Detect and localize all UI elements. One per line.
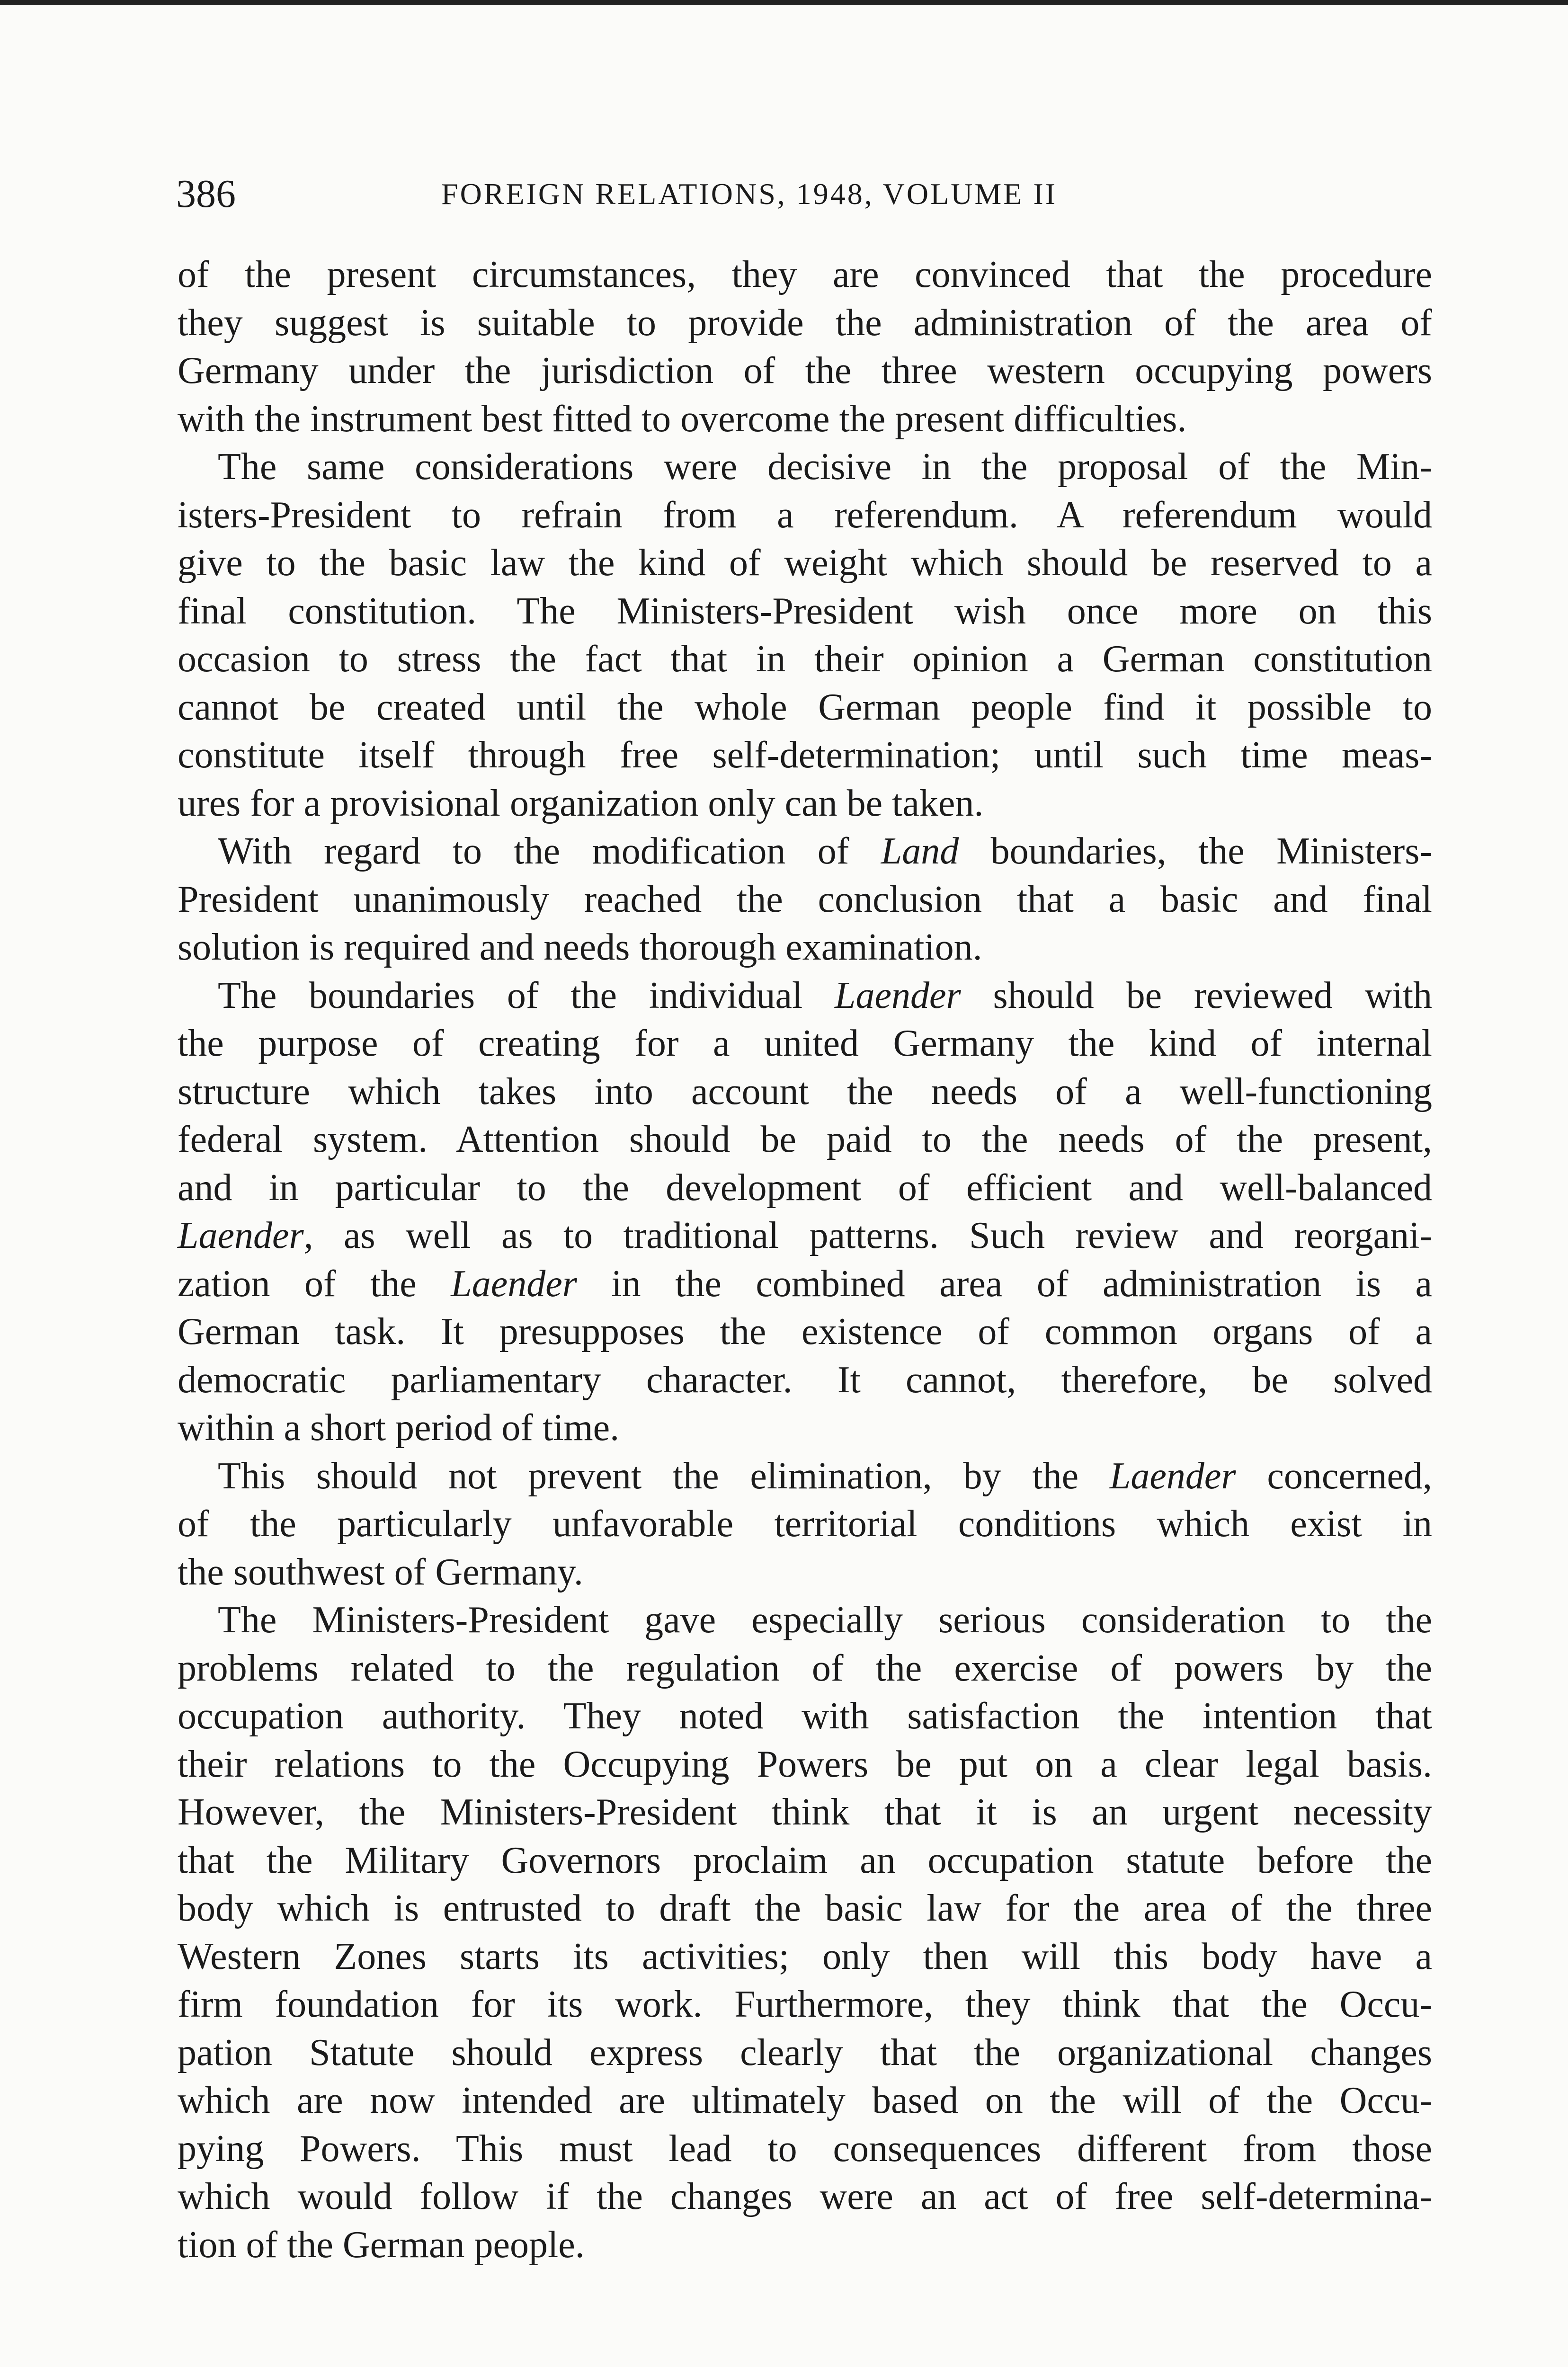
text-line: of the particularly unfavorable territorial conditions which exist in [178,1503,1432,1545]
text-line: occupation authority. They noted with satisfaction the intention that [178,1695,1432,1737]
text-line: and in particular to the development of efficient and well-balanced [178,1166,1432,1209]
text-line: which would follow if the changes were an act of free self-determina- [178,2176,1432,2217]
text-line: zation of the Laender in the combined area of administration is a [178,1263,1433,1305]
text-line: solution is required and needs thorough examination. [178,926,982,968]
top-edge-rule [0,0,1568,5]
text-line: which are now intended are ultimately based on the will of the Occu- [178,2080,1432,2121]
text-line: of the present circumstances, they are convinced that the procedure [178,254,1432,295]
text-line: Germany under the jurisdiction of the three western occupying powers [178,350,1432,392]
text-line: firm foundation for its work. Furthermore, they think that the Occu- [178,1984,1432,2025]
text-line: their relations to the Occupying Powers be put on a clear legal basis. [178,1743,1432,1785]
running-header [176,163,1424,225]
text-line: body which is entrusted to draft the basic law for the area of the three [178,1887,1432,1929]
text-line: cannot be created until the whole German people find it possible to [178,686,1432,728]
text-line: President unanimously reached the conclusion that a basic and final [178,878,1432,920]
text-line: pying Powers. This must lead to consequences different from those [178,2127,1432,2170]
text-line: The boundaries of the individual Laender should be reviewed with [218,974,1432,1016]
text-line: Western Zones starts its activities; only then will this body have a [178,1935,1432,1977]
text-line: constitute itself through free self-determination; until such time meas- [178,734,1432,776]
text-line: pation Statute should express clearly that the organizational changes [178,2031,1432,2073]
text-line: with the instrument best fitted to overcome the present difficulties. [178,398,1187,440]
text-line: This should not prevent the elimination, by the Laender concerned, [218,1455,1432,1497]
text-line: ures for a provisional organization only can be taken. [178,782,984,824]
text-line: federal system. Attention should be paid to the needs of the present, [178,1119,1432,1160]
text-line: within a short period of time. [178,1407,620,1449]
text-line: problems related to the regulation of the exercise of powers by the [178,1647,1432,1689]
text-line: The Ministers-President gave especially serious consideration to the [218,1599,1432,1641]
body-text [178,251,1432,2269]
text-line: isters-President to refrain from a referendum. A referendum would [178,494,1432,536]
text-line: give to the basic law the kind of weight which should be reserved to a [178,542,1432,584]
text-line: German task. It presupposes the existence of common organs of a [178,1311,1432,1353]
page-number: 386 [176,172,236,216]
text-line: tion of the German people. [178,2224,585,2266]
text-line: final constitution. The Ministers-President wish once more on this [178,590,1432,632]
text-line: However, the Ministers-President think that it is an urgent necessity [178,1791,1432,1833]
text-line: democratic parliamentary character. It cannot, therefore, be solved [178,1359,1432,1401]
text-line: With regard to the modification of Land boundaries, the Ministers- [218,830,1432,872]
text-line: the southwest of Germany. [178,1551,583,1593]
text-line: Laender, as well as to traditional patterns. Such review and reorgani- [178,1215,1432,1256]
running-title: FOREIGN RELATIONS, 1948, VOLUME II [441,177,1057,211]
text-line: structure which takes into account the needs of a well-functioning [178,1070,1432,1112]
text-line: The same considerations were decisive in the proposal of the Min- [218,446,1432,488]
text-line: they suggest is suitable to provide the administration of the area of [178,302,1432,344]
text-line: occasion to stress the fact that in their opinion a German constitution [178,638,1432,680]
text-line: that the Military Governors proclaim an occupation statute before the [178,1839,1432,1881]
text-line: the purpose of creating for a united Germany the kind of internal [178,1023,1432,1064]
